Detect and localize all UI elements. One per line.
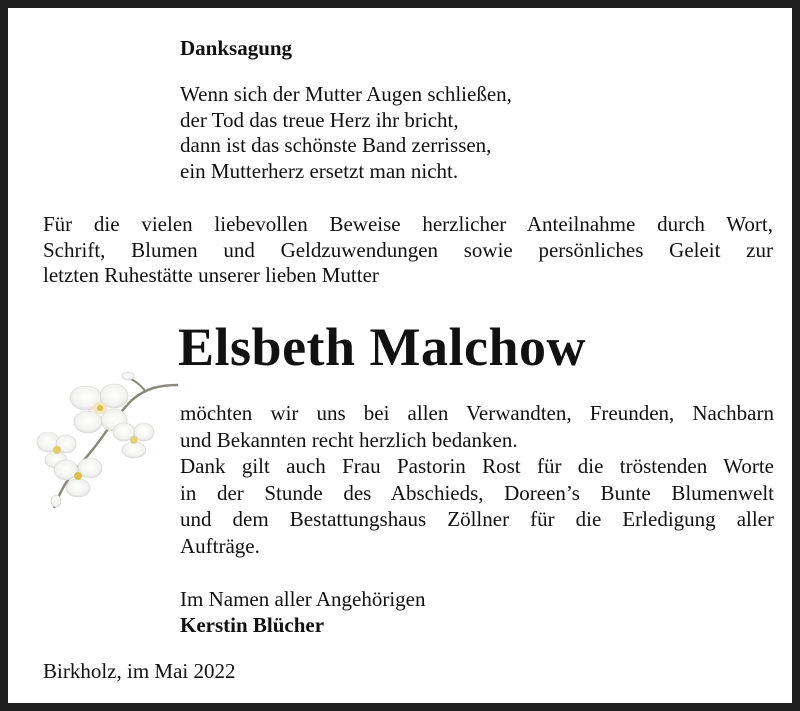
poem-line: Wenn sich der Mutter Augen schließen, — [180, 82, 512, 106]
poem-line: ein Mutterherz ersetzt man nicht. — [180, 158, 459, 183]
intro-line: Schrift, Blumen und Geldzuwendungen sowie persönliches Geleit zur — [43, 237, 773, 262]
intro-paragraph — [43, 212, 773, 289]
intro-line: letzten Ruhestätte unserer lieben Mutter — [43, 263, 379, 287]
closing-line: Im Namen aller Angehörigen — [180, 587, 426, 611]
notice-heading: Danksagung — [180, 36, 293, 60]
poem-line: dann ist das schönste Band zerrissen, — [180, 133, 492, 157]
intro-line: Für die vielen liebevollen Beweise herzlicher Anteilnahme durch Wort, — [43, 212, 773, 236]
thanks-line: Aufträge. — [180, 533, 260, 558]
signer-name: Kerstin Blücher — [180, 613, 325, 637]
deceased-name: Elsbeth Malchow — [178, 317, 587, 377]
thanks-line: möchten wir uns bei allen Verwandten, Freunden, Nachbarn — [180, 401, 774, 425]
place-date: Birkholz, im Mai 2022 — [43, 659, 236, 683]
thanks-line: und Bekannten recht herzlich bedanken. — [180, 427, 518, 452]
signature-block — [180, 586, 426, 638]
poem — [180, 82, 512, 184]
white-orchid-icon — [28, 358, 188, 513]
thanks-line: Dank gilt auch Frau Pastorin Rost für die tröstenden Worte — [180, 454, 774, 478]
poem-line: der Tod das treue Herz ihr bricht, — [180, 107, 459, 132]
thanks-paragraph — [180, 400, 774, 559]
thanks-line: in der Stunde des Abschieds, Doreen’s Bunte Blumenwelt — [180, 480, 774, 505]
thanks-line: und dem Bestattungshaus Zöllner für die Erledigung aller — [180, 507, 774, 531]
